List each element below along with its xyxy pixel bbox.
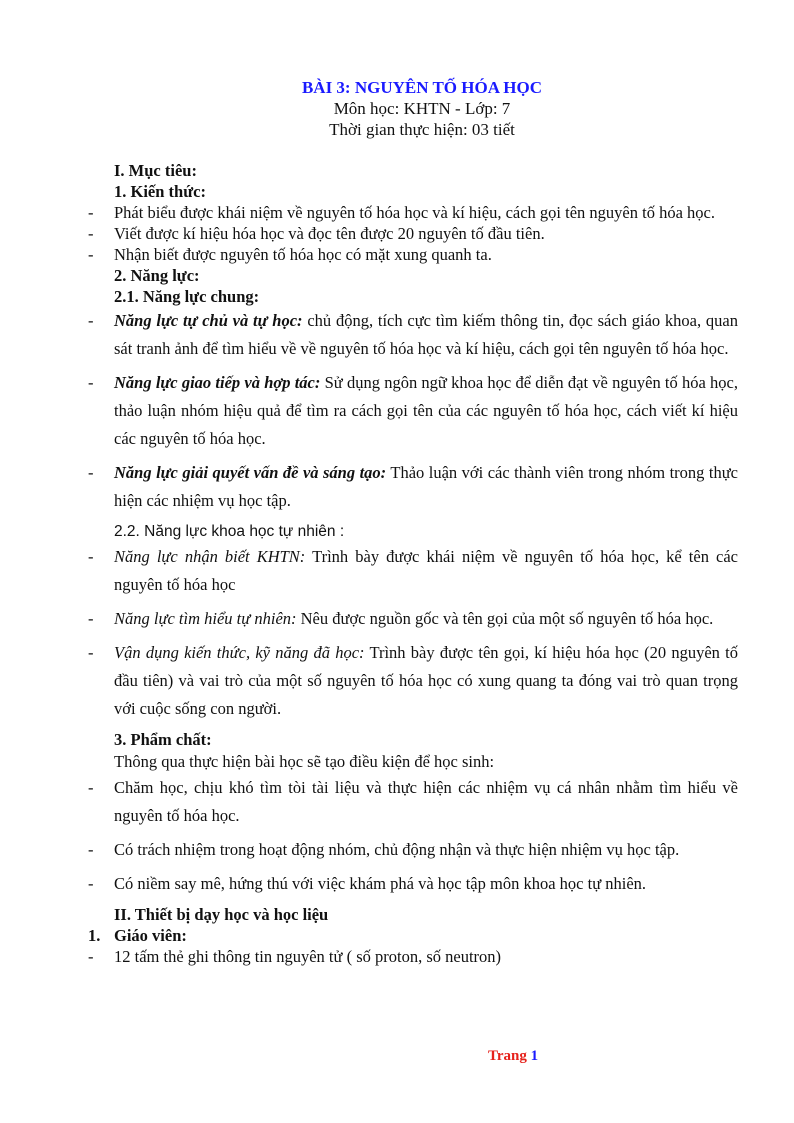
page-number: 1 [530,1048,539,1064]
list-item: - Năng lực tìm hiểu tự nhiên: Nêu được nguồn gốc và tên gọi của một số nguyên tố hóa học. [88,609,714,628]
general-competence-heading: 2.1. Năng lực chung: [114,287,260,306]
list-item: - Chăm học, chịu khó tìm tòi tài liệu và thực hiện các nhiệm vụ cá nhân nhằm tìm hiểu về nguyên tố hóa học. [88,778,738,825]
subject-line: Môn học: KHTN - Lớp: 7 [333,99,511,118]
qualities-heading: 3. Phẩm chất: [114,730,212,749]
list-item: - Năng lực giao tiếp và hợp tác: Sử dụng ngôn ngữ khoa học để diễn đạt về nguyên tố hóa học, thảo luận nhóm hiệu quả để tìm ra cách gọi tên của các nguyên tố hóa học, cách viết kí hiệu các nguyên tố hóa học. [88,373,738,448]
list-item: - 12 tấm thẻ ghi thông tin nguyên tử ( số proton, số neutron) [88,947,502,966]
list-item: - Vận dụng kiến thức, kỹ năng đã học: Trình bày được tên gọi, kí hiệu hóa học (20 nguyên tố đầu tiên) và vai trò của một số nguyên tố hóa học có xung quang ta đóng vai trò quan trọng với cuộc sống con người. [88,643,738,718]
qualities-intro: Thông qua thực hiện bài học sẽ tạo điều kiện để học sinh: [114,752,495,771]
list-item: - Năng lực nhận biết KHTN: Trình bày được khái niệm về nguyên tố hóa học, kể tên các nguyên tố hóa học [88,547,738,594]
duration-line: Thời gian thực hiện: 03 tiết [329,120,515,139]
section-equipment-heading: II. Thiết bị dạy học và học liệu [114,905,329,924]
knowledge-heading: 1. Kiến thức: [114,182,206,201]
document-header [0,78,794,140]
list-item: - Năng lực tự chủ và tự học: chủ động, tích cực tìm kiếm thông tin, đọc sách giáo khoa, quan sát tranh ảnh để tìm hiểu về về nguyên tố hóa học và kí hiệu, cách gọi tên nguyên tố hóa học. [88,311,738,358]
lesson-title: BÀI 3: NGUYÊN TỐ HÓA HỌC [301,78,543,97]
page-label: Trang [488,1048,527,1064]
list-item: - Phát biểu được khái niệm về nguyên tố hóa học và kí hiệu, cách gọi tên nguyên tố hóa học. [88,203,715,222]
list-item: - Có niềm say mê, hứng thú với việc khám phá và học tập môn khoa học tự nhiên. [88,874,647,893]
list-item: - Nhận biết được nguyên tố hóa học có mặt xung quanh ta. [88,245,492,264]
section-objectives-heading: I. Mục tiêu: [114,161,197,180]
list-item: - Có trách nhiệm trong hoạt động nhóm, chủ động nhận và thực hiện nhiệm vụ học tập. [88,840,680,859]
competence-heading: 2. Năng lực: [114,266,200,285]
page-footer [488,1048,538,1065]
document-body [88,160,738,967]
list-item: - Viết được kí hiệu hóa học và đọc tên được 20 nguyên tố đầu tiên. [88,224,545,243]
teacher-heading: 1. Giáo viên: [88,926,187,945]
list-item: - Năng lực giải quyết vấn đề và sáng tạo: Thảo luận với các thành viên trong nhóm trong thực hiện các nhiệm vụ học tập. [88,463,738,510]
natural-competence-heading: 2.2. Năng lực khoa học tự nhiên : [114,523,345,540]
